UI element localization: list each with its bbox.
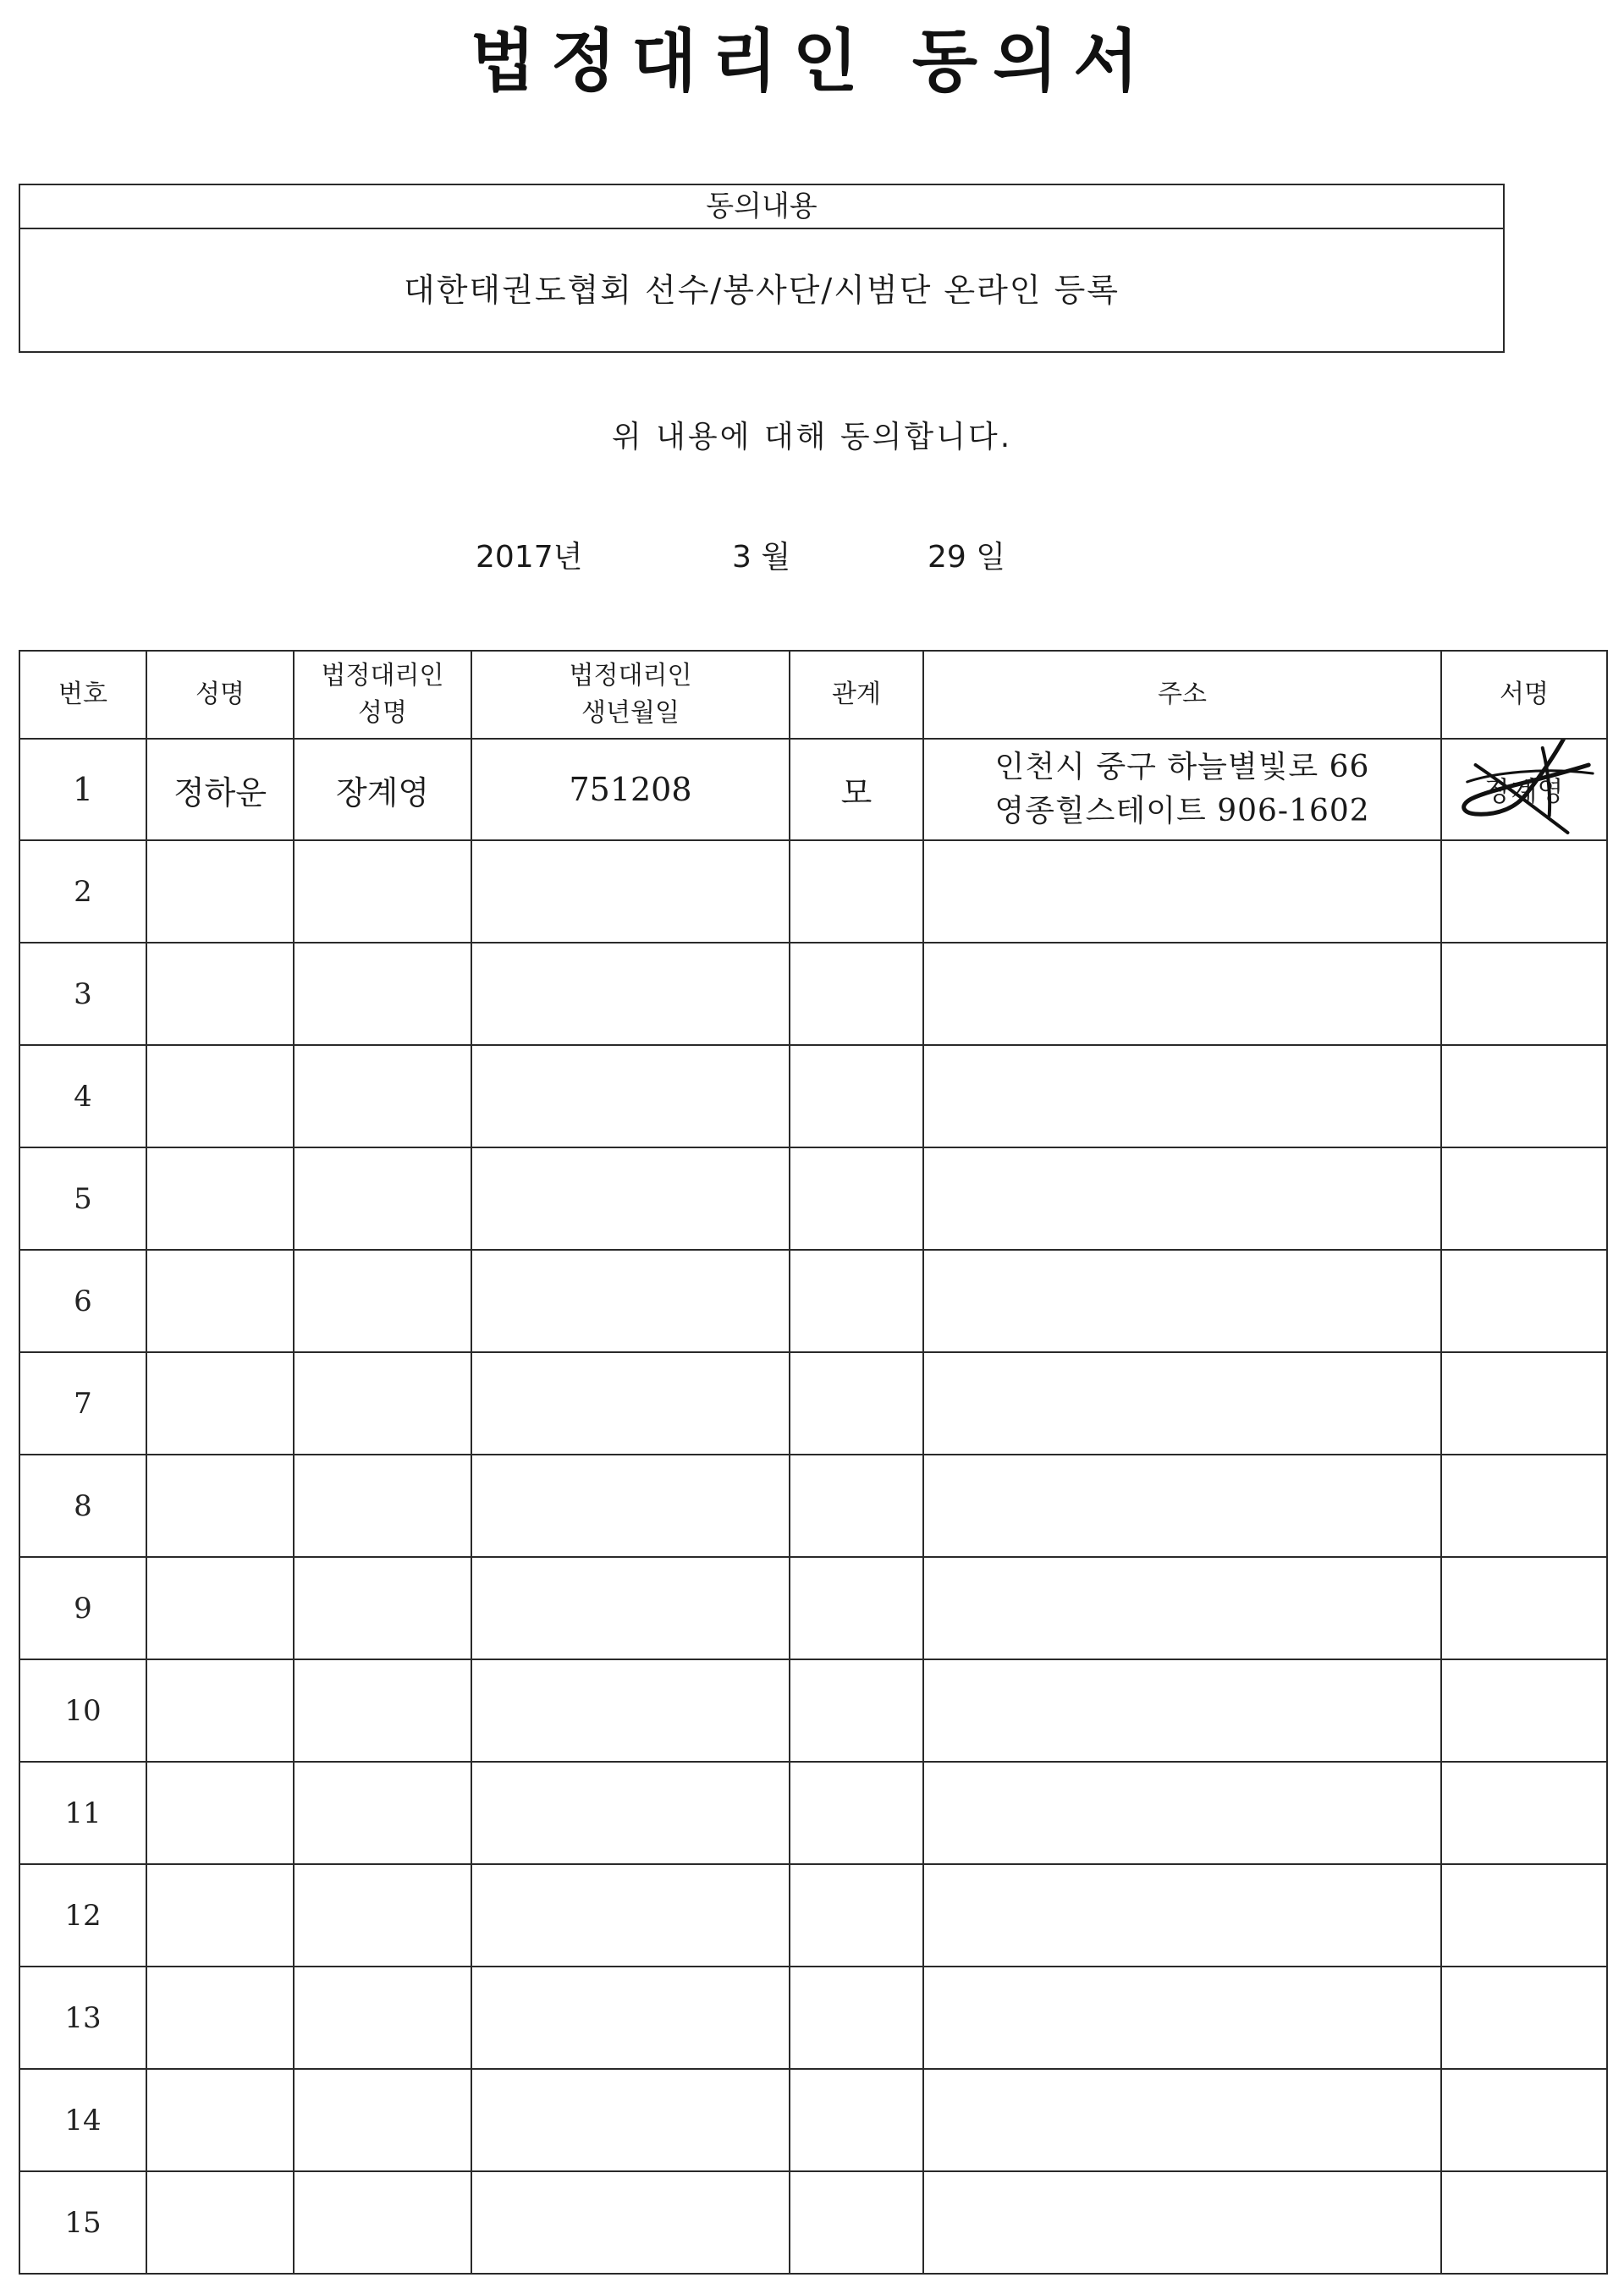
header-guardian-birth-line2: 생년월일 <box>581 698 680 728</box>
row-relation <box>790 1147 923 1250</box>
row-guardian-birth: 751208 <box>471 739 790 840</box>
row-address <box>923 2069 1441 2171</box>
signature-name: 장계영 <box>1484 775 1564 807</box>
table-row <box>19 2069 1607 2171</box>
date-month: 3 월 <box>732 540 791 575</box>
row-name <box>146 1864 294 1967</box>
header-guardian-name-line2: 성명 <box>358 698 407 728</box>
row-address <box>923 1352 1441 1455</box>
row-signature <box>1441 2171 1607 2274</box>
table-header-row <box>19 651 1607 739</box>
row-guardian-birth <box>471 840 790 943</box>
row-number: 1 <box>19 739 146 840</box>
table-row <box>19 840 1607 943</box>
row-name <box>146 2069 294 2171</box>
row-signature <box>1441 1659 1607 1762</box>
header-number: 번호 <box>19 651 146 739</box>
row-signature <box>1441 1147 1607 1250</box>
address-line-1: 인천시 중구 하늘별빛로 66 <box>994 750 1370 784</box>
row-number: 5 <box>19 1147 146 1250</box>
handwritten-signature <box>1442 739 1606 840</box>
row-guardian-birth <box>471 1659 790 1762</box>
row-name: 정하운 <box>146 739 294 840</box>
row-name <box>146 1455 294 1557</box>
consent-body: 대한태권도협회 선수/봉사단/시범단 온라인 등록 <box>403 272 1120 309</box>
row-signature <box>1441 1762 1607 1864</box>
row-guardian-birth <box>471 1967 790 2069</box>
table-row <box>19 1864 1607 1967</box>
row-signature <box>1441 2069 1607 2171</box>
row-name <box>146 1967 294 2069</box>
consent-box <box>19 184 1505 353</box>
row-address <box>923 1147 1441 1250</box>
agreement-statement: 위 내용에 대해 동의합니다. <box>611 420 1013 454</box>
row-number: 11 <box>19 1762 146 1864</box>
row-guardian-name <box>294 1864 471 1967</box>
document-title: 법정대리인 동의서 <box>470 21 1154 101</box>
row-address <box>923 1659 1441 1762</box>
row-guardian-birth <box>471 1455 790 1557</box>
row-number: 2 <box>19 840 146 943</box>
table-row <box>19 739 1607 840</box>
row-guardian-name <box>294 1352 471 1455</box>
row-relation <box>790 1659 923 1762</box>
row-guardian-birth <box>471 1147 790 1250</box>
row-guardian-birth <box>471 1250 790 1352</box>
row-address <box>923 1557 1441 1659</box>
row-guardian-name <box>294 2069 471 2171</box>
row-signature <box>1441 840 1607 943</box>
row-guardian-birth <box>471 1557 790 1659</box>
row-name <box>146 1045 294 1147</box>
header-relation: 관계 <box>790 651 923 739</box>
table-row <box>19 1147 1607 1250</box>
table-row <box>19 1967 1607 2069</box>
row-guardian-birth <box>471 1045 790 1147</box>
row-guardian-name <box>294 943 471 1045</box>
row-name <box>146 943 294 1045</box>
row-address <box>923 840 1441 943</box>
address-line-2: 영종힐스테이트 906-1602 <box>994 794 1370 828</box>
row-guardian-name <box>294 1455 471 1557</box>
row-relation <box>790 1967 923 2069</box>
table-row <box>19 1250 1607 1352</box>
row-signature <box>1441 1045 1607 1147</box>
row-guardian-name <box>294 1250 471 1352</box>
row-signature <box>1441 1250 1607 1352</box>
header-guardian-name-line1: 법정대리인 <box>321 661 444 690</box>
row-number: 4 <box>19 1045 146 1147</box>
row-address <box>923 1455 1441 1557</box>
row-address <box>923 943 1441 1045</box>
date-line <box>0 533 1624 575</box>
row-number: 8 <box>19 1455 146 1557</box>
header-name: 성명 <box>146 651 294 739</box>
row-number: 9 <box>19 1557 146 1659</box>
row-name <box>146 2171 294 2274</box>
row-relation <box>790 1762 923 1864</box>
table-row <box>19 1045 1607 1147</box>
row-signature <box>1441 1967 1607 2069</box>
row-relation <box>790 1045 923 1147</box>
row-signature <box>1441 1557 1607 1659</box>
header-signature: 서명 <box>1441 651 1607 739</box>
header-guardian-birth-line1: 법정대리인 <box>569 661 692 690</box>
row-guardian-name <box>294 1967 471 2069</box>
registry-table <box>19 650 1608 2275</box>
row-relation <box>790 1864 923 1967</box>
row-name <box>146 1762 294 1864</box>
row-guardian-name <box>294 2171 471 2274</box>
header-guardian-birth <box>471 651 790 739</box>
row-number: 15 <box>19 2171 146 2274</box>
row-address <box>923 1045 1441 1147</box>
table-row <box>19 2171 1607 2274</box>
row-relation <box>790 1250 923 1352</box>
row-signature <box>1441 1864 1607 1967</box>
row-name <box>146 840 294 943</box>
header-address: 주소 <box>923 651 1441 739</box>
table-row <box>19 943 1607 1045</box>
table-row <box>19 1557 1607 1659</box>
row-signature <box>1441 739 1607 840</box>
row-guardian-birth <box>471 1352 790 1455</box>
row-guardian-name <box>294 1659 471 1762</box>
row-number: 12 <box>19 1864 146 1967</box>
row-relation <box>790 1557 923 1659</box>
row-number: 14 <box>19 2069 146 2171</box>
row-signature <box>1441 1352 1607 1455</box>
row-name <box>146 1659 294 1762</box>
row-relation: 모 <box>790 739 923 840</box>
row-relation <box>790 1455 923 1557</box>
table-row <box>19 1352 1607 1455</box>
row-guardian-birth <box>471 2069 790 2171</box>
row-address <box>923 1762 1441 1864</box>
row-address <box>923 1250 1441 1352</box>
row-relation <box>790 840 923 943</box>
row-name <box>146 1250 294 1352</box>
table-row <box>19 1455 1607 1557</box>
row-relation <box>790 1352 923 1455</box>
date-day: 29 일 <box>928 540 1006 575</box>
row-guardian-name <box>294 1557 471 1659</box>
row-name <box>146 1557 294 1659</box>
table-row <box>19 1762 1607 1864</box>
date-year: 2017년 <box>476 540 583 575</box>
row-guardian-birth <box>471 943 790 1045</box>
consent-header: 동의내용 <box>20 185 1503 229</box>
row-number: 3 <box>19 943 146 1045</box>
row-address <box>923 1967 1441 2069</box>
row-signature <box>1441 943 1607 1045</box>
row-guardian-name <box>294 1762 471 1864</box>
row-relation <box>790 2069 923 2171</box>
row-guardian-birth <box>471 1864 790 1967</box>
row-guardian-name <box>294 1045 471 1147</box>
row-number: 10 <box>19 1659 146 1762</box>
row-relation <box>790 2171 923 2274</box>
row-name <box>146 1147 294 1250</box>
row-guardian-birth <box>471 2171 790 2274</box>
row-guardian-birth <box>471 1762 790 1864</box>
row-address <box>923 739 1441 840</box>
row-number: 13 <box>19 1967 146 2069</box>
table-row <box>19 1659 1607 1762</box>
row-address <box>923 2171 1441 2274</box>
row-relation <box>790 943 923 1045</box>
row-guardian-name <box>294 840 471 943</box>
header-guardian-name <box>294 651 471 739</box>
row-signature <box>1441 1455 1607 1557</box>
row-name <box>146 1352 294 1455</box>
row-address <box>923 1864 1441 1967</box>
row-guardian-name: 장계영 <box>294 739 471 840</box>
row-number: 7 <box>19 1352 146 1455</box>
row-guardian-name <box>294 1147 471 1250</box>
row-number: 6 <box>19 1250 146 1352</box>
